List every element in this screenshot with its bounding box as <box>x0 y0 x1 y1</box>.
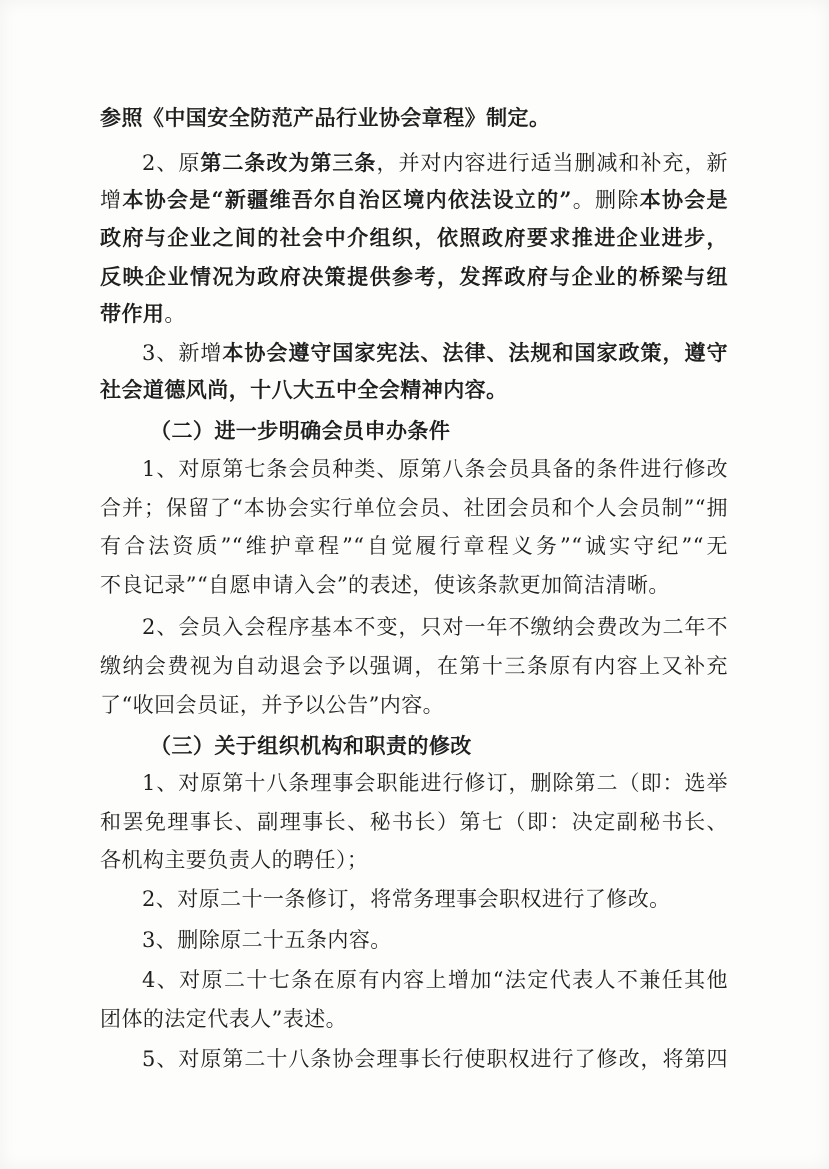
paragraph-line <box>100 225 728 251</box>
section-heading: （三）关于组织机构和职责的修改 <box>150 733 472 758</box>
paragraph-line: 1、对原第十八条理事会职能进行修订，删除第二（即：选举 <box>142 771 728 795</box>
paragraph-line: 4、对原二十七条在原有内容上增加“法定代表人不兼任其他 <box>142 968 728 992</box>
bold-text-run: 第二条改为第三条 <box>200 150 377 175</box>
bold-text-run: 社会道德风尚，十八大五中全会精神内容。 <box>100 377 508 402</box>
paragraph-line: 2、会员入会程序基本不变，只对一年不缴纳会费改为二年不 <box>142 615 728 639</box>
bold-text-run: 本协会是 <box>639 187 729 212</box>
bold-text-run: 本协会遵守国家宪法、法律、法规和国家政策，遵守 <box>222 340 728 365</box>
paragraph-line: 1、对原第七条会员种类、原第八条会员具备的条件进行修改 <box>142 457 728 481</box>
text-run: 。 <box>164 302 186 326</box>
paragraph-line: 了“收回会员证，并予以公告”内容。 <box>100 693 445 717</box>
paragraph-line: 缴纳会费视为自动退会予以强调，在第十三条原有内容上又补充 <box>100 654 728 678</box>
paragraph-line: 3、删除原二十五条内容。 <box>142 928 392 952</box>
paragraph-line <box>100 377 728 403</box>
paragraph-line <box>142 340 728 366</box>
text-run: 。删除 <box>571 188 640 212</box>
bold-text-run: 本协会是“新疆维吾尔自治区境内依法设立的” <box>122 187 572 212</box>
paragraph-line: 5、对原第二十八条协会理事长行使职权进行了修改，将第四 <box>142 1047 728 1071</box>
paragraph-line: 有合法资质”“维护章程”“自觉履行章程义务”“诚实守纪”“无 <box>100 534 728 558</box>
paragraph-line: 各机构主要负责人的聘任）； <box>100 848 369 872</box>
paragraph-line <box>100 264 728 290</box>
text-run: 2、原 <box>142 151 201 175</box>
paragraph-line <box>100 301 728 327</box>
bold-text-run: 带作用 <box>100 301 165 326</box>
text-run: 参照《中国安全防范产品行业协会章程》制定。 <box>100 105 551 130</box>
paragraph-line <box>100 105 728 131</box>
paragraph-line: 和罢免理事长、副理事长、秘书长）第七（即：决定副秘书长、 <box>100 810 728 834</box>
text-run: ，并对内容进行适当删减和补充，新 <box>376 151 728 175</box>
paragraph-line: 团体的法定代表人”表述。 <box>100 1007 348 1031</box>
text-run: 3、新增 <box>142 341 223 365</box>
bold-text-run: 反映企业情况为政府决策提供参考，发挥政府与企业的桥梁与纽 <box>100 264 728 289</box>
paragraph-line: 2、对原二十一条修订，将常务理事会职权进行了修改。 <box>142 887 671 911</box>
section-heading: （二）进一步明确会员申办条件 <box>150 418 451 443</box>
bold-text-run: 政府与企业之间的社会中介组织，依照政府要求推进企业进步， <box>100 225 728 250</box>
paragraph-line: 不良记录”“自愿申请入会”的表述，使该条款更加简洁清晰。 <box>100 573 670 597</box>
paragraph-line <box>100 187 728 213</box>
paragraph-line: 合并；保留了“本协会实行单位会员、社团会员和个人会员制”“拥 <box>100 496 728 520</box>
text-run: 增 <box>100 188 123 212</box>
paragraph-line <box>142 150 728 176</box>
